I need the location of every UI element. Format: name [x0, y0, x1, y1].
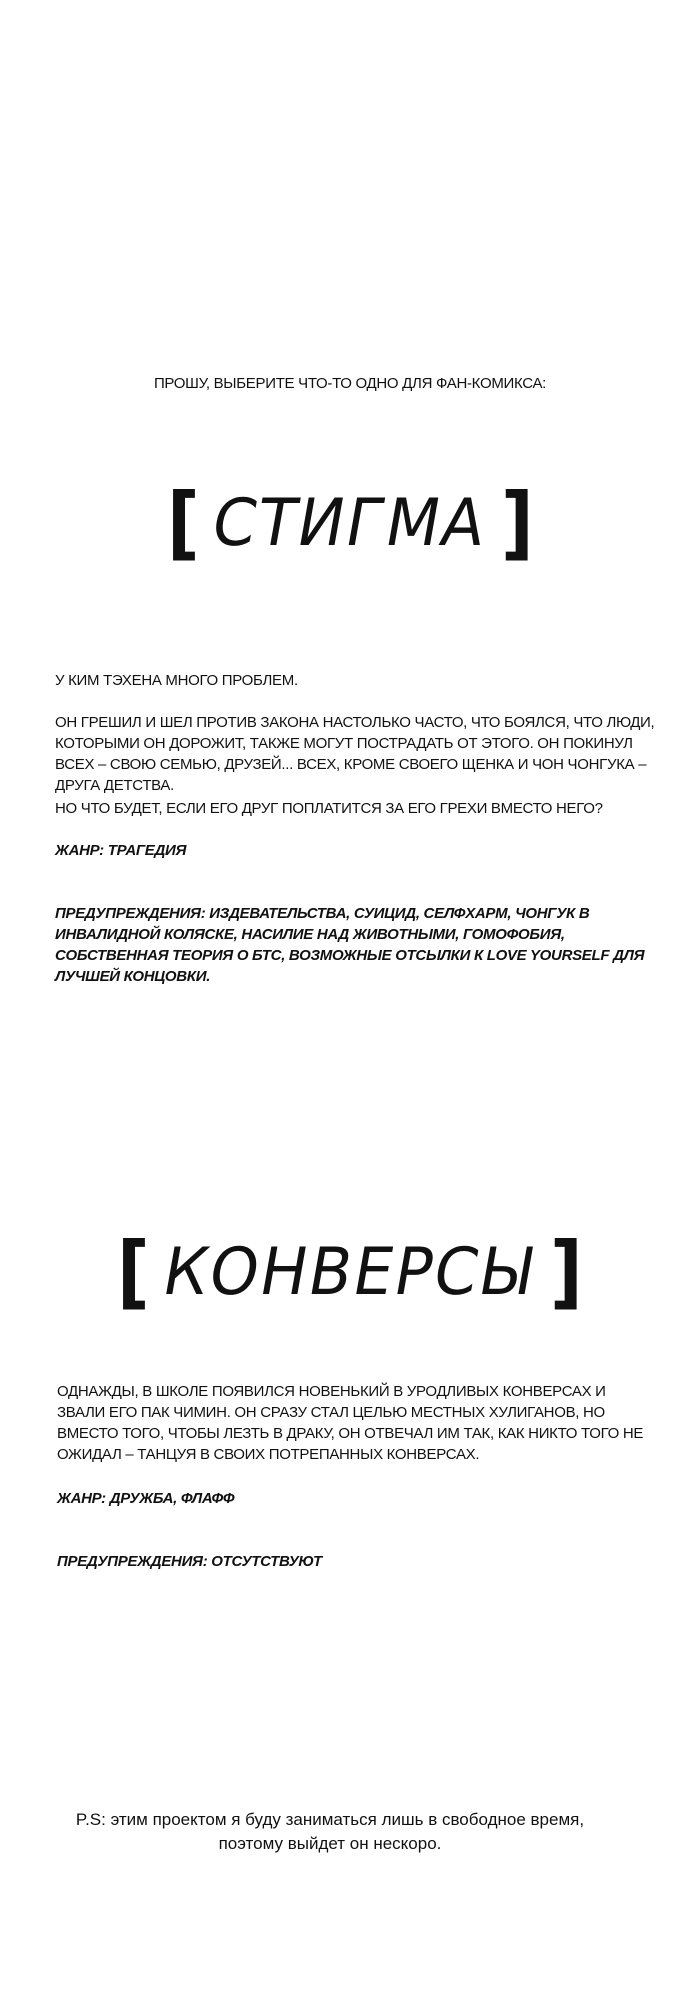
title-bracket-open: [	[117, 1225, 150, 1318]
story2-title: КОНВЕРСЫ	[157, 1233, 544, 1310]
ps-note	[0, 1808, 660, 1856]
story1-title-block	[0, 476, 700, 569]
story2-warnings: ПРЕДУПРЕЖДЕНИЯ: ОТСУТСТВУЮТ	[57, 1553, 322, 1570]
selection-prompt: ПРОШУ, ВЫБЕРИТЕ ЧТО-ТО ОДНО ДЛЯ ФАН-КОМИКСА:	[153, 375, 547, 392]
story1-warnings: ПРЕДУПРЕЖДЕНИЯ: ИЗДЕВАТЕЛЬСТВА, СУИЦИД, СЕЛФХАРМ, ЧОНГУК В ИНВАЛИДНОЙ КОЛЯСКЕ, НАСИЛИЕ НАД ЖИВОТНЫМИ, ГОМОФОБИЯ, СОБСТВЕННАЯ ТЕОРИЯ О БТС, ВОЗМОЖНЫЕ ОТСЫЛКИ К LOVE YOURSELF ДЛЯ ЛУЧШЕЙ КОНЦОВКИ.	[55, 905, 645, 985]
ps-line-1: P.S: этим проектом я буду заниматься лишь в свободное время,	[75, 1810, 585, 1829]
story2-genre: ЖАНР: ДРУЖБА, ФЛАФФ	[57, 1490, 235, 1507]
title-bracket-close: ]	[500, 476, 534, 569]
story2-description: ОДНАЖДЫ, В ШКОЛЕ ПОЯВИЛСЯ НОВЕНЬКИЙ В УРОДЛИВЫХ КОНВЕРСАХ И ЗВАЛИ ЕГО ПАК ЧИМИН. ОН СРАЗУ СТАЛ ЦЕЛЬЮ МЕСТНЫХ ХУЛИГАНОВ, НО ВМЕСТО ТОГО, ЧТОБЫ ЛЕЗТЬ В ДРАКУ, ОН ОТВЕЧАЛ ИМ ТАК, КАК НИКТО ТОГО НЕ ОЖИДАЛ – ТАНЦУЯ В СВОИХ ПОТРЕПАННЫХ КОНВЕРСАХ.	[57, 1383, 644, 1463]
story1-intro: У КИМ ТЭХЕНА МНОГО ПРОБЛЕМ.	[55, 672, 298, 689]
story1-title: СТИГМА	[206, 484, 494, 561]
story2-title-block	[0, 1225, 700, 1318]
ps-line-2: поэтому выйдет он нескоро.	[218, 1834, 442, 1853]
title-bracket-open: [	[166, 476, 200, 569]
title-bracket-close: ]	[550, 1225, 583, 1318]
story1-description: ОН ГРЕШИЛ И ШЕЛ ПРОТИВ ЗАКОНА НАСТОЛЬКО ЧАСТО, ЧТО БОЯЛСЯ, ЧТО ЛЮДИ, КОТОРЫМИ ОН ДОРОЖИТ, ТАКЖЕ МОГУТ ПОСТРАДАТЬ ОТ ЭТОГО. ОН ПОКИНУЛ ВСЕХ – СВОЮ СЕМЬЮ, ДРУЗЕЙ... ВСЕХ, КРОМЕ СВОЕГО ЩЕНКА И ЧОН ЧОНГУКА – ДРУГА ДЕТСТВА.	[55, 714, 655, 794]
story1-question: НО ЧТО БУДЕТ, ЕСЛИ ЕГО ДРУГ ПОПЛАТИТСЯ ЗА ЕГО ГРЕХИ ВМЕСТО НЕГО?	[55, 800, 603, 817]
story1-genre: ЖАНР: ТРАГЕДИЯ	[55, 842, 187, 859]
